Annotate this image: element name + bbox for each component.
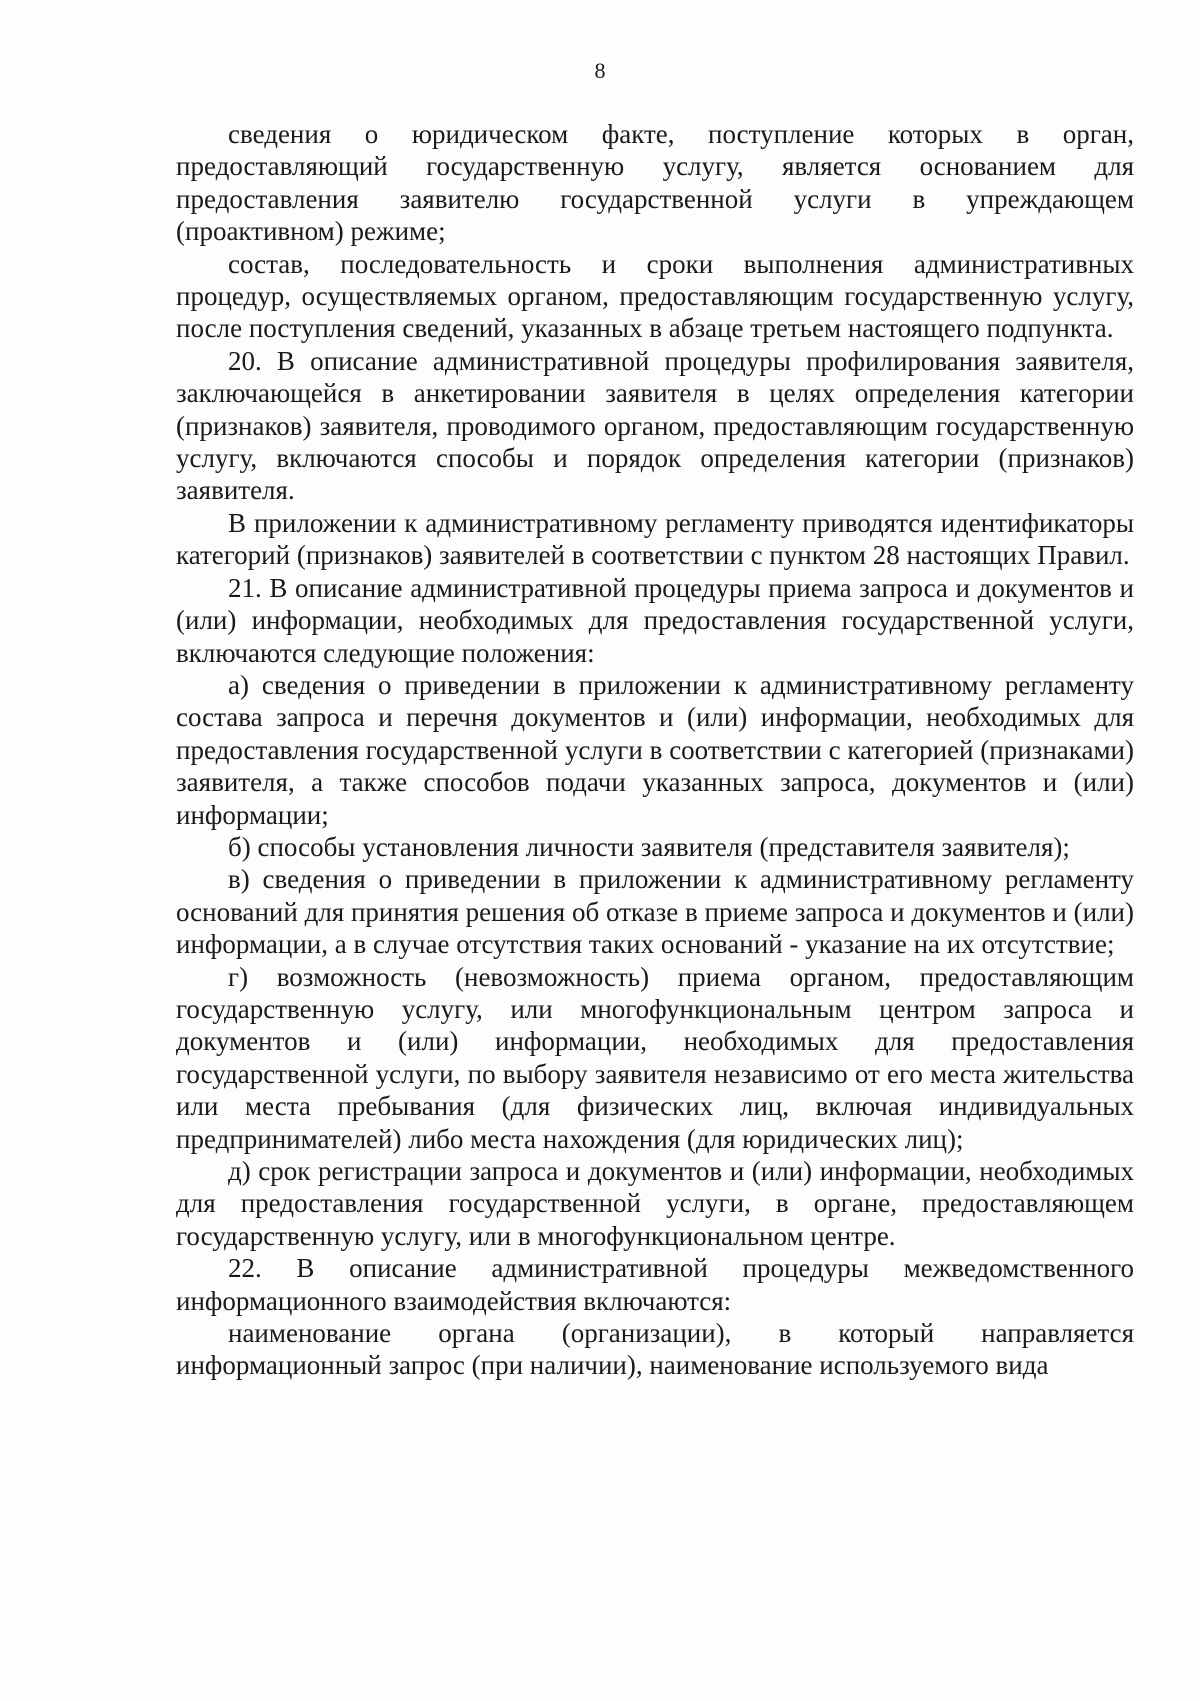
paragraph: д) срок регистрации запроса и документов и (или) информации, необходимых для предоставления государственной услуги, в органе, предоставляющем государственную услугу, или в многофункциональном центре.: [176, 1156, 1134, 1251]
paragraph: г) возможность (невозможность) приема органом, предоставляющим государственную услугу, или многофункциональным центром запроса и документов и (или) информации, необходимых для предоставления государственной услуги, по выбору заявителя независимо от его места жительства или места пребывания (для физических лиц, включая индивидуальных предпринимателей) либо места нахождения (для юридических лиц);: [176, 961, 1134, 1154]
paragraph: 21. В описание административной процедуры приема запроса и документов и (или) информации, необходимых для предоставления государственной услуги, включаются следующие положения:: [176, 572, 1134, 668]
page-number: 8: [594, 58, 606, 83]
paragraph: В приложении к административному регламенту приводятся идентификаторы категорий (признаков) заявителей в соответствии с пунктом 28 настоящих Правил.: [176, 507, 1134, 571]
paragraph: сведения о юридическом факте, поступление которых в орган, предоставляющий государственную услугу, является основанием для предоставления заявителю государственной услуги в упреждающем (проактивном) режиме;: [176, 119, 1134, 247]
paragraph: состав, последовательность и сроки выполнения административных процедур, осуществляемых органом, предоставляющим государственную услугу, после поступления сведений, указанных в абзаце третьем настоящего подпункта.: [176, 248, 1134, 344]
paragraph: а) сведения о приведении в приложении к административному регламенту состава запроса и перечня документов и (или) информации, необходимых для предоставления государственной услуги в соответствии с категорией (признаками) заявителя, а также способов подачи указанных запроса, документов и (или) информации;: [176, 669, 1134, 830]
paragraph: б) способы установления личности заявителя (представителя заявителя);: [228, 831, 1070, 862]
paragraph: наименование органа (организации), в который направляется информационный запрос (при наличии), наименование используемого вида: [176, 1318, 1134, 1381]
paragraph: 20. В описание административной процедуры профилирования заявителя, заключающейся в анкетировании заявителя в целях определения категории (признаков) заявителя, проводимого органом, предоставляющим государственную услугу, включаются способы и порядок определения категории (признаков) заявителя.: [176, 345, 1134, 506]
paragraph: 22. В описание административной процедуры межведомственного информационного взаимодействия включаются:: [176, 1253, 1134, 1316]
document-body: [176, 118, 1134, 1382]
paragraph: в) сведения о приведении в приложении к административному регламенту оснований для принятия решения об отказе в приеме запроса и документов и (или) информации, а в случае отсутствия таких оснований - указание на их отсутствие;: [176, 864, 1134, 960]
